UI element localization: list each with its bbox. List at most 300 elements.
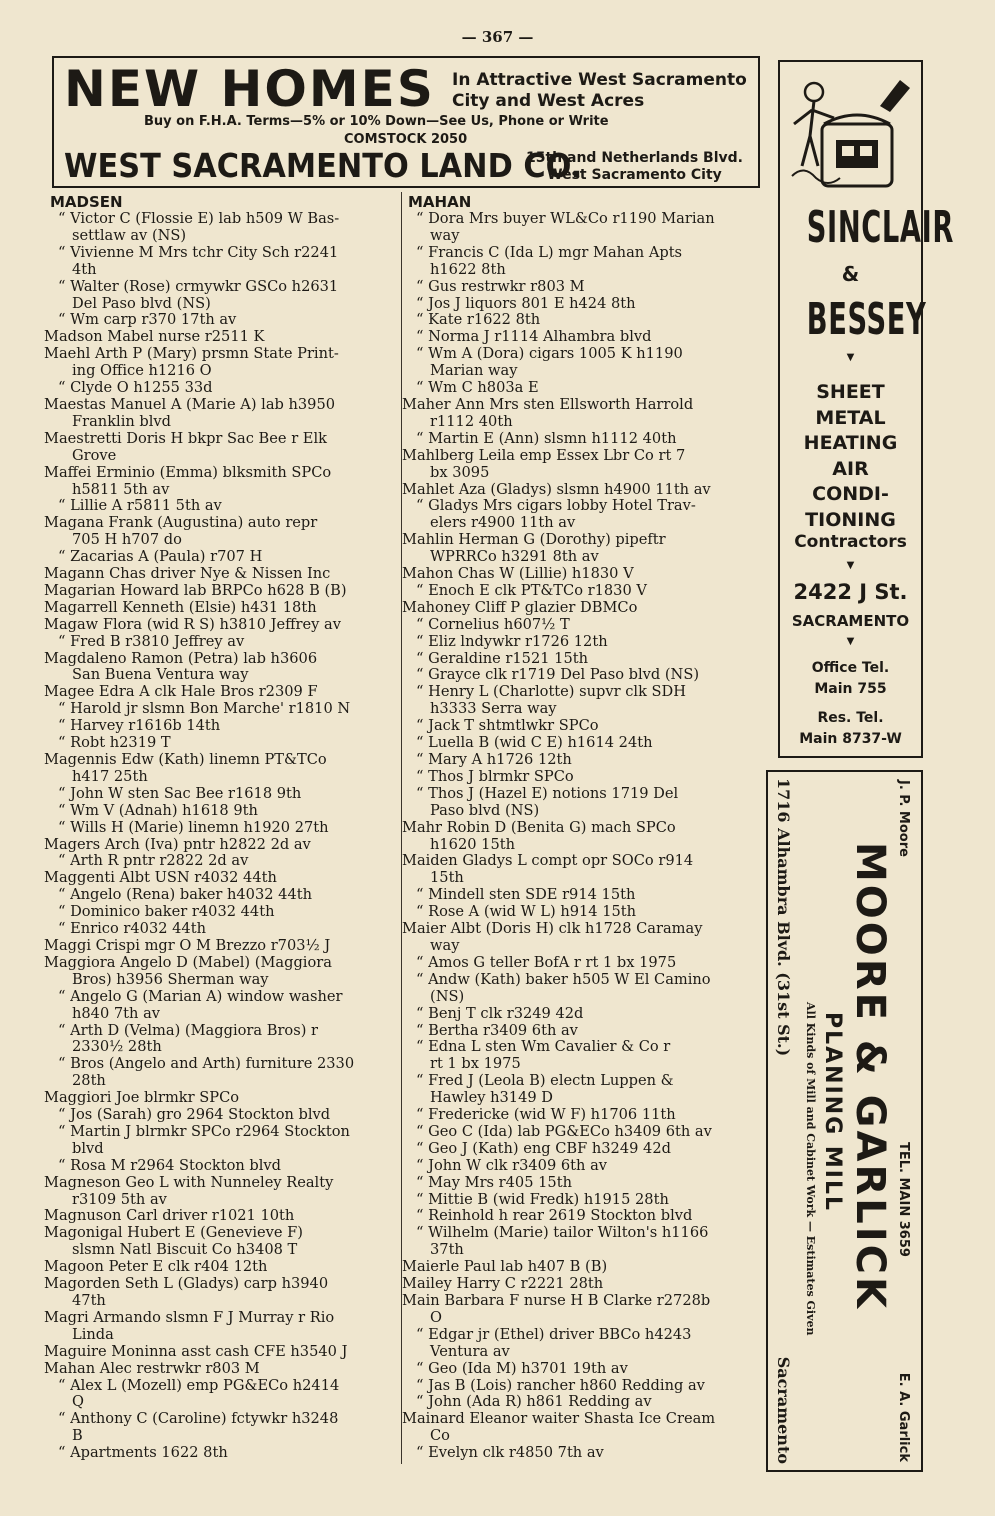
entry-line: Mahlet Aza (Gladys) slsmn h4900 11th av xyxy=(402,480,711,498)
column-header: MAHAN xyxy=(408,193,472,211)
entry-line: “ Andw (Kath) baker h505 W El Camino xyxy=(416,970,711,988)
entry-continuation-line: h3333 Serra way xyxy=(430,700,557,718)
directory-entry xyxy=(44,279,400,313)
directory-entry xyxy=(44,583,400,600)
ad-tagline-line-2: City and West Acres xyxy=(452,91,645,111)
entry-line: “ Apartments 1622 8th xyxy=(58,1444,228,1462)
entry-continuation-line: 4th xyxy=(72,260,97,278)
entry-line: “ Luella B (wid C E) h1614 24th xyxy=(416,734,653,752)
res-tel-number: Main 8737-W xyxy=(799,731,902,747)
directory-entry xyxy=(402,1208,762,1225)
directory-entry xyxy=(402,211,762,245)
entry-line: “ Victor C (Flossie E) lab h509 W Bas- xyxy=(58,210,340,227)
directory-entry xyxy=(402,1445,762,1462)
directory-entry xyxy=(44,786,400,803)
ad-contractors: Contractors xyxy=(794,532,907,552)
entry-continuation-line: Paso blvd (NS) xyxy=(430,801,540,819)
directory-entry xyxy=(44,397,400,431)
entry-line: Maierle Paul lab h407 B (B) xyxy=(402,1258,608,1276)
entry-line: Magoon Peter E clk r404 12th xyxy=(44,1258,268,1276)
directory-entry xyxy=(44,1378,400,1412)
entry-line: “ Jos (Sarah) gro 2964 Stockton blvd xyxy=(58,1106,331,1124)
ad-phone: COMSTOCK 2050 xyxy=(344,132,468,147)
entry-line: “ Angelo G (Marian A) window washer xyxy=(58,987,343,1005)
entry-continuation-line: ing Office h1216 O xyxy=(72,362,212,380)
office-tel-number: Main 755 xyxy=(814,681,887,697)
entry-continuation-line: slsmn Natl Biscuit Co h3408 T xyxy=(72,1241,298,1259)
directory-entry xyxy=(402,1039,762,1073)
entry-line: “ Wilhelm (Marie) tailor Wilton's h1166 xyxy=(416,1224,709,1242)
entry-continuation-line: 37th xyxy=(430,1241,464,1259)
directory-entry xyxy=(44,312,400,329)
entry-continuation-line: h5811 5th av xyxy=(72,480,170,498)
directory-entry xyxy=(402,1073,762,1107)
entry-line: Maestretti Doris H bkpr Sac Bee r Elk xyxy=(44,429,327,447)
entry-continuation-line: San Buena Ventura way xyxy=(72,666,249,684)
directory-entry xyxy=(44,684,400,701)
directory-entry xyxy=(44,955,400,989)
directory-entry xyxy=(44,566,400,583)
directory-entry xyxy=(44,1411,400,1445)
directory-entry xyxy=(402,667,762,684)
entry-line: Maffei Erminio (Emma) blksmith SPCo xyxy=(44,463,332,481)
entry-line: “ Reinhold h rear 2619 Stockton blvd xyxy=(416,1207,693,1225)
page-number: — 367 — xyxy=(461,28,534,46)
entry-continuation-line: B xyxy=(72,1427,83,1445)
entry-continuation-line: rt 1 bx 1975 xyxy=(430,1055,521,1073)
directory-entry xyxy=(402,583,762,600)
directory-entry xyxy=(44,1124,400,1158)
directory-entry xyxy=(44,820,400,837)
directory-entry xyxy=(402,921,762,955)
directory-entry xyxy=(44,1175,400,1209)
directory-entry xyxy=(44,1158,400,1175)
ad-company-name: WEST SACRAMENTO LAND CO. xyxy=(64,146,583,185)
entry-line: “ Gladys Mrs cigars lobby Hotel Trav- xyxy=(416,497,696,515)
entry-line: “ Jos J liquors 801 E h424 8th xyxy=(416,294,636,312)
directory-entry xyxy=(44,853,400,870)
entry-line: “ Fredericke (wid W F) h1706 11th xyxy=(416,1106,676,1124)
directory-entry xyxy=(402,651,762,668)
entry-line: Maggi Crispi mgr O M Brezzo r703½ J xyxy=(44,936,331,954)
directory-entry xyxy=(402,1276,762,1293)
directory-entry xyxy=(402,329,762,346)
directory-entry xyxy=(402,1327,762,1361)
entry-line: “ Edgar jr (Ethel) driver BBCo h4243 xyxy=(416,1325,692,1343)
entry-line: Maggiora Angelo D (Mabel) (Maggiora xyxy=(44,953,332,971)
directory-entry xyxy=(44,380,400,397)
entry-continuation-line: Linda xyxy=(72,1325,114,1343)
entry-continuation-line: settlaw av (NS) xyxy=(72,226,187,244)
entry-line: “ Geo J (Kath) eng CBF h3249 42d xyxy=(416,1139,671,1157)
entry-continuation-line: 705 H h707 do xyxy=(72,531,182,549)
ad-name-bessey: BESSEY xyxy=(806,294,927,345)
entry-line: Magonigal Hubert E (Genevieve F) xyxy=(44,1224,303,1242)
entry-line: “ Henry L (Charlotte) supvr clk SDH xyxy=(416,683,686,701)
entry-line: “ Clyde O h1255 33d xyxy=(58,379,213,397)
entry-line: Magennis Edw (Kath) linemn PT&TCo xyxy=(44,751,327,768)
directory-entry xyxy=(402,853,762,887)
entry-line: “ Martin J blrmkr SPCo r2964 Stockton xyxy=(58,1122,350,1140)
entry-line: “ Alex L (Mozell) emp PG&ECo h2414 xyxy=(58,1376,340,1394)
entry-line: Mahr Robin D (Benita G) mach SPCo xyxy=(402,818,676,836)
directory-entry xyxy=(402,735,762,752)
entry-continuation-line: way xyxy=(430,936,460,954)
ad-tagline-line-1: In Attractive West Sacramento xyxy=(452,70,747,90)
directory-entries xyxy=(44,211,400,1462)
directory-entry xyxy=(402,1107,762,1124)
ad-terms: Buy on F.H.A. Terms—5% or 10% Down—See Us, Phone or Write xyxy=(144,114,609,129)
directory-entry xyxy=(44,465,400,499)
entry-line: “ Mittie B (wid Fredk) h1915 28th xyxy=(416,1190,669,1208)
directory-column-middle xyxy=(402,194,762,1462)
directory-entry xyxy=(44,1208,400,1225)
directory-entry xyxy=(44,701,400,718)
directory-entry xyxy=(402,279,762,296)
entry-continuation-line: 2330½ 28th xyxy=(72,1038,162,1056)
directory-entry xyxy=(402,448,762,482)
rotated-advert-content xyxy=(768,772,921,1470)
entry-line: Magorden Seth L (Gladys) carp h3940 xyxy=(44,1275,329,1293)
directory-entry xyxy=(44,752,400,786)
entry-line: Magaw Flora (wid R S) h3810 Jeffrey av xyxy=(44,615,341,633)
entry-line: Maehl Arth P (Mary) prsmn State Print- xyxy=(44,345,339,363)
entry-line: Maestas Manuel A (Marie A) lab h3950 xyxy=(44,395,336,413)
entry-line: “ Harold jr slsmn Bon Marche' r1810 N xyxy=(58,700,351,718)
service-line: SHEET xyxy=(816,381,885,403)
directory-entry xyxy=(44,1445,400,1462)
directory-entry xyxy=(44,1056,400,1090)
entry-continuation-line: h840 7th av xyxy=(72,1004,161,1022)
res-tel-label: Res. Tel. xyxy=(817,710,884,726)
ad-city: Sacramento xyxy=(774,1356,793,1464)
entry-continuation-line: Marian way xyxy=(430,362,518,380)
entry-continuation-line: WPRRCo h3291 8th av xyxy=(430,548,599,566)
entry-line: “ Anthony C (Caroline) fctywkr h3248 xyxy=(58,1410,339,1428)
directory-entry xyxy=(44,1361,400,1378)
moore-garlick-advert xyxy=(766,770,923,1472)
entry-line: “ Evelyn clk r4850 7th av xyxy=(416,1444,604,1462)
directory-entry xyxy=(402,431,762,448)
entry-line: “ Gus restrwkr r803 M xyxy=(416,277,585,295)
entry-line: “ Mindell sten SDE r914 15th xyxy=(416,886,636,904)
entry-continuation-line: 47th xyxy=(72,1292,106,1309)
entry-continuation-line: Bros) h3956 Sherman way xyxy=(72,970,269,988)
entry-line: Magarrell Kenneth (Elsie) h431 18th xyxy=(44,598,317,616)
service-line: METAL xyxy=(815,406,886,429)
ad-city: SACRAMENTO xyxy=(791,612,910,630)
entry-continuation-line: r1112 40th xyxy=(430,412,513,430)
entry-line: Madson Mabel nurse r2511 K xyxy=(44,328,265,346)
entry-line: “ Jas B (Lois) rancher h860 Redding av xyxy=(416,1376,705,1394)
directory-entry xyxy=(402,1394,762,1411)
entry-continuation-line: h417 25th xyxy=(72,767,148,785)
entry-line: Mahan Alec restrwkr r803 M xyxy=(44,1359,260,1377)
directory-entry xyxy=(44,651,400,685)
entry-line: “ John (Ada R) h861 Redding av xyxy=(416,1393,652,1411)
entry-line: “ Martin E (Ann) slsmn h1112 40th xyxy=(416,429,677,447)
ad-owner-moore: J. P. Moore xyxy=(896,780,911,857)
directory-entry xyxy=(402,312,762,329)
entry-line: Mahlberg Leila emp Essex Lbr Co rt 7 xyxy=(402,446,686,464)
ad-telephone: TEL. MAIN 3659 xyxy=(896,1142,911,1257)
entry-line: Magana Frank (Augustina) auto repr xyxy=(44,514,318,532)
entry-line: Maggiori Joe blrmkr SPCo xyxy=(44,1089,240,1107)
directory-entry xyxy=(402,1259,762,1276)
entry-continuation-line: blvd xyxy=(72,1139,104,1157)
directory-entry xyxy=(402,1225,762,1259)
entry-line: Magarian Howard lab BRPCo h628 B (B) xyxy=(44,581,347,599)
entry-continuation-line: Hawley h3149 D xyxy=(430,1089,553,1107)
directory-entry xyxy=(402,1192,762,1209)
entry-continuation-line: elers r4900 11th av xyxy=(430,514,576,532)
triangle-icon: ▼ xyxy=(846,352,855,363)
entry-line: “ Thos J (Hazel E) notions 1719 Del xyxy=(416,784,679,802)
entry-line: “ John W sten Sac Bee r1618 9th xyxy=(58,784,302,802)
entry-continuation-line: Franklin blvd xyxy=(72,412,172,430)
entry-line: Magee Edra A clk Hale Bros r2309 F xyxy=(44,683,318,701)
entry-line: Mainard Eleanor waiter Shasta Ice Cream xyxy=(402,1410,716,1428)
directory-entry xyxy=(44,1344,400,1361)
directory-entry xyxy=(44,1310,400,1344)
ad-office-phone xyxy=(780,658,921,700)
directory-entry xyxy=(44,1023,400,1057)
directory-entry xyxy=(44,887,400,904)
entry-line: Main Barbara F nurse H B Clarke r2728b xyxy=(402,1292,711,1309)
directory-entry xyxy=(402,752,762,769)
directory-entry xyxy=(44,921,400,938)
entry-line: “ John W clk r3409 6th av xyxy=(416,1156,608,1174)
entry-continuation-line: bx 3095 xyxy=(430,463,490,481)
entry-line: “ Grayce clk r1719 Del Paso blvd (NS) xyxy=(416,666,700,684)
entry-line: Magri Armando slsmn F J Murray r Rio xyxy=(44,1308,335,1326)
ad-street-address: 2422 J St. xyxy=(793,580,908,604)
directory-entry xyxy=(44,735,400,752)
triangle-icon: ▼ xyxy=(846,636,855,647)
directory-entry xyxy=(44,1090,400,1107)
service-line: TIONING xyxy=(805,508,896,531)
directory-entry xyxy=(44,803,400,820)
ad-residence-phone xyxy=(780,708,921,750)
directory-entry xyxy=(402,1141,762,1158)
directory-entry xyxy=(402,718,762,735)
directory-entry xyxy=(402,566,762,583)
service-line: CONDI- xyxy=(812,483,889,505)
ad-address-line-1: 15th and Netherlands Blvd. xyxy=(526,150,743,166)
ad-services: All Kinds of Mill and Cabinet Work — Estimates Given xyxy=(804,1002,817,1336)
entry-continuation-line: way xyxy=(430,226,460,244)
entry-line: “ Norma J r1114 Alhambra blvd xyxy=(416,328,652,346)
directory-entry xyxy=(402,1293,762,1327)
entry-line: Maggenti Albt USN r4032 44th xyxy=(44,869,277,887)
directory-entry xyxy=(402,346,762,380)
directory-entry xyxy=(402,397,762,431)
entry-continuation-line: 28th xyxy=(72,1072,106,1090)
directory-entry xyxy=(44,346,400,380)
entry-line: “ Enoch E clk PT&TCo r1830 V xyxy=(416,581,647,599)
directory-entry xyxy=(402,600,762,617)
entry-continuation-line: O xyxy=(430,1308,442,1326)
directory-entry xyxy=(402,245,762,279)
column-header: MADSEN xyxy=(50,193,123,211)
entry-line: “ Geo C (Ida) lab PG&ECo h3409 6th av xyxy=(416,1122,712,1140)
entry-line: “ Jack T shtmtlwkr SPCo xyxy=(416,717,599,735)
directory-entry xyxy=(402,972,762,1006)
entry-line: “ Arth D (Velma) (Maggiora Bros) r xyxy=(58,1021,319,1039)
directory-entry xyxy=(402,296,762,313)
entry-continuation-line: Q xyxy=(72,1393,84,1411)
directory-entry xyxy=(44,329,400,346)
entry-line: “ Wm V (Adnah) h1618 9th xyxy=(58,801,258,819)
entry-line: “ Bertha r3409 6th av xyxy=(416,1021,578,1039)
service-line: HEATING xyxy=(803,432,898,454)
directory-column-left xyxy=(44,194,400,1462)
entry-line: “ Enrico r4032 44th xyxy=(58,920,206,938)
entry-line: “ Francis C (Ida L) mgr Mahan Apts xyxy=(416,243,683,261)
entry-line: “ Geo (Ida M) h3701 19th av xyxy=(416,1359,628,1377)
ad-tagline xyxy=(452,70,747,112)
directory-entry xyxy=(44,617,400,634)
ad-name-sinclair: SINCLAIR xyxy=(806,202,955,253)
entry-continuation-line: h1620 15th xyxy=(430,835,516,853)
ad-owner-garlick: E. A. Garlick xyxy=(896,1372,911,1462)
entry-line: “ Vivienne M Mrs tchr City Sch r2241 xyxy=(58,243,339,261)
entry-line: “ Rose A (wid W L) h914 15th xyxy=(416,903,637,921)
entry-continuation-line: (NS) xyxy=(430,987,465,1005)
entry-line: “ Cornelius h607½ T xyxy=(416,615,570,633)
directory-entry xyxy=(402,786,762,820)
entry-line: Magneson Geo L with Nunneley Realty xyxy=(44,1173,334,1191)
entry-line: “ Wm carp r370 17th av xyxy=(58,311,237,329)
entry-line: “ Fred B r3810 Jeffrey av xyxy=(58,632,245,650)
directory-entry xyxy=(402,1023,762,1040)
directory-entry xyxy=(44,1259,400,1276)
entry-line: “ Dora Mrs buyer WL&Co r1190 Marian xyxy=(416,210,715,227)
ad-address xyxy=(526,150,743,184)
entry-continuation-line: Ventura av xyxy=(430,1342,510,1360)
sinclair-bessey-advert xyxy=(778,60,955,758)
directory-entry xyxy=(402,684,762,718)
ad-services xyxy=(780,380,921,533)
entry-line: “ Bros (Angelo and Arth) furniture 2330 xyxy=(58,1055,355,1073)
directory-entry xyxy=(402,955,762,972)
office-tel-label: Office Tel. xyxy=(811,660,890,676)
furnace-worker-icon xyxy=(784,66,917,194)
directory-entry xyxy=(402,380,762,397)
entry-line: “ Zacarias A (Paula) r707 H xyxy=(58,548,263,566)
entry-line: “ Dominico baker r4032 44th xyxy=(58,903,275,921)
entry-line: Maguire Moninna asst cash CFE h3540 J xyxy=(44,1342,348,1360)
entry-line: “ Fred J (Leola B) electn Luppen & xyxy=(416,1072,674,1090)
entry-continuation-line: 15th xyxy=(430,869,464,887)
directory-entries xyxy=(402,211,762,1462)
entry-line: Mahon Chas W (Lillie) h1830 V xyxy=(402,565,634,583)
entry-line: “ Wills H (Marie) linemn h1920 27th xyxy=(58,818,329,836)
triangle-icon: ▼ xyxy=(846,560,855,571)
directory-entry xyxy=(44,211,400,245)
directory-entry xyxy=(402,617,762,634)
directory-entry xyxy=(402,634,762,651)
entry-line: “ May Mrs r405 15th xyxy=(416,1173,572,1191)
ad-headline: NEW HOMES xyxy=(64,60,435,118)
directory-entry xyxy=(402,498,762,532)
directory-entry xyxy=(402,532,762,566)
entry-line: “ Edna L sten Wm Cavalier & Co r xyxy=(416,1038,671,1056)
directory-entry xyxy=(44,549,400,566)
directory-entry xyxy=(44,431,400,465)
directory-entry xyxy=(402,1361,762,1378)
entry-line: Maher Ann Mrs sten Ellsworth Harrold xyxy=(402,395,694,413)
entry-line: “ Mary A h1726 12th xyxy=(416,751,572,768)
directory-entry xyxy=(44,938,400,955)
directory-entry xyxy=(402,1175,762,1192)
entry-line: Mahoney Cliff P glazier DBMCo xyxy=(402,598,638,616)
service-line: AIR xyxy=(832,457,869,480)
entry-line: “ Robt h2319 T xyxy=(58,734,171,752)
directory-entry xyxy=(44,1276,400,1310)
directory-entry xyxy=(402,887,762,904)
ad-ampersand: & xyxy=(841,262,860,286)
directory-entry xyxy=(402,904,762,921)
directory-entry xyxy=(402,820,762,854)
directory-entry xyxy=(44,1225,400,1259)
entry-continuation-line: r3109 5th av xyxy=(72,1190,167,1208)
entry-line: Maiden Gladys L compt opr SOCo r914 xyxy=(402,852,694,870)
entry-line: “ Benj T clk r3249 42d xyxy=(416,1004,584,1022)
entry-line: “ Eliz lndywkr r1726 12th xyxy=(416,632,608,650)
directory-entry xyxy=(44,515,400,549)
entry-line: Magnuson Carl driver r1021 10th xyxy=(44,1207,295,1225)
entry-line: “ Angelo (Rena) baker h4032 44th xyxy=(58,886,313,904)
entry-line: “ Rosa M r2964 Stockton blvd xyxy=(58,1156,281,1174)
directory-entry xyxy=(402,482,762,499)
directory-entry xyxy=(44,904,400,921)
directory-entry xyxy=(402,1006,762,1023)
entry-line: Maier Albt (Doris H) clk h1728 Caramay xyxy=(402,920,703,938)
directory-entry xyxy=(44,245,400,279)
directory-entry xyxy=(44,837,400,854)
entry-line: “ Wm C h803a E xyxy=(416,379,539,397)
entry-line: Magann Chas driver Nye & Nissen Inc xyxy=(44,565,331,583)
entry-line: Magers Arch (Iva) pntr h2822 2d av xyxy=(44,835,311,853)
directory-entry xyxy=(402,1124,762,1141)
entry-continuation-line: Grove xyxy=(72,446,117,464)
entry-continuation-line: h1622 8th xyxy=(430,260,506,278)
entry-line: “ Geraldine r1521 15th xyxy=(416,649,589,667)
entry-line: Mahlin Herman G (Dorothy) pipeftr xyxy=(402,531,666,549)
ad-company-name: MOORE & GARLICK xyxy=(847,842,893,1311)
directory-entry xyxy=(402,1158,762,1175)
entry-line: Magdaleno Ramon (Petra) lab h3606 xyxy=(44,649,318,667)
entry-line: Mailey Harry C r2221 28th xyxy=(402,1275,604,1293)
entry-continuation-line: Del Paso blvd (NS) xyxy=(72,294,211,312)
new-homes-advert xyxy=(52,56,760,188)
ad-mill: PLANING MILL xyxy=(820,1012,845,1213)
entry-line: “ Kate r1622 8th xyxy=(416,311,541,329)
directory-entry xyxy=(44,870,400,887)
entry-line: “ Wm A (Dora) cigars 1005 K h1190 xyxy=(416,345,683,363)
entry-continuation-line: Co xyxy=(430,1427,450,1445)
entry-line: “ Amos G teller BofA r rt 1 bx 1975 xyxy=(416,953,677,971)
ad-address-line-2: West Sacramento City xyxy=(547,167,722,183)
entry-line: “ Arth R pntr r2822 2d av xyxy=(58,852,249,870)
entry-line: “ Walter (Rose) crmywkr GSCo h2631 xyxy=(58,277,339,295)
directory-entry xyxy=(402,769,762,786)
directory-entry xyxy=(44,718,400,735)
directory-entry xyxy=(44,498,400,515)
ad-address: 1716 Alhambra Blvd. (31st St.) xyxy=(774,778,793,1057)
directory-entry xyxy=(44,600,400,617)
